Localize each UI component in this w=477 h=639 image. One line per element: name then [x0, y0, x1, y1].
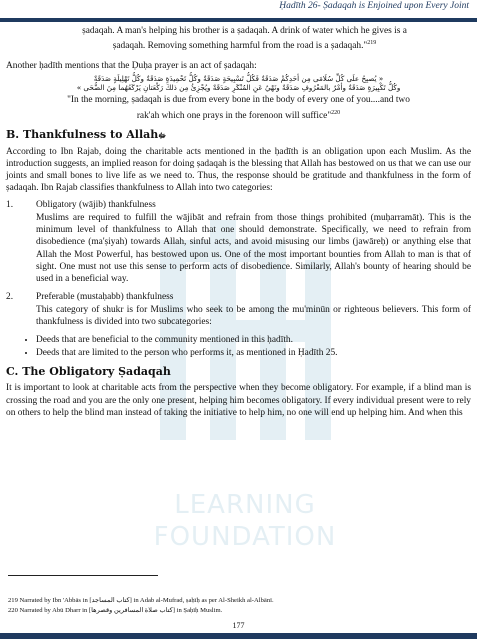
arabic-line-2: وكُلُّ تَكْبِيرَةٍ صَدَقَةٌ وأمْرٌ بالمَعْرُوفِ صَدَقَةٌ ونَهْيٌ عَنِ المُنْكَرِ صَدَقَةٌ ويُجْزِئُ مِن ذلكَ رَكْعَتانِ يَرْكَعُهُما مِنَ الضُّحَى » — [76, 83, 401, 93]
honorific-icon: ﷻ — [158, 130, 167, 140]
footnote-219: 219 Narrated by Ibn 'Abbās in [كتاب المساجد] in Adab al-Mufrad, ṣaḥīḥ as per Al-Sheikh al-Albānī. — [8, 597, 274, 604]
bullet-item: • Deeds that are limited to the person who performs it, as mentioned in Ḥadīth 25. — [36, 347, 471, 359]
footnote-ref-219[interactable]: 219 — [367, 40, 377, 47]
hadith-translation-quote — [6, 94, 471, 121]
page-header — [0, 0, 477, 22]
list-item-body: Muslims are required to fulfill the wājibāt and refrain from those things prohibited (muḥarramāt). This is the minimum level of thankfulness to Allah that one should demonstrate. Specifically, we need to refrain from disobedience (ma'ṣiyah) towards Allah, sinful acts, and avoid misusing our limbs (jawāreḥ) or anything else that Allah the Most Powerful, has bestowed upon us. One of the most important bounties from Allah to man is that of sight. One must not use this sense to perform acts of disobedience. Similarly, Allah's bounty of hearing should be used in a beneficial way. — [36, 213, 471, 284]
list-item-title: Preferable (mustaḥabb) thankfulness — [36, 291, 174, 302]
list-number: 2. — [6, 291, 14, 302]
bullet-item: • Deeds that are beneficial to the community mentioned in this ḥadīth. — [36, 334, 471, 346]
arabic-hadith-text — [6, 74, 471, 92]
section-b-paragraph: According to Ibn Rajab, doing the charitable acts mentioned in the ḥadīth is an obligation upon each Muslim. As the introduction suggests, an implied reason for doing ṣadaqah is the blessing that Allah has bestowed on us that we can use our joints and small bones to live life as we need to. Thus, the response should be gratitude and thankfulness in the form of ṣadaqah. Ibn Rajab classifies thankfulness to Allah into two categories: — [6, 146, 472, 194]
quote-line-2: rak'ah which one prays in the forenoon will suffice" — [136, 110, 332, 121]
page-number: 177 — [232, 621, 245, 630]
header-title: Ḥadīth 26- Ṣadaqah is Enjoined upon Every Joint — [279, 1, 469, 11]
list-number: 1. — [6, 200, 14, 211]
arabic-line-1: « يُصبِحُ علَى كُلِّ سُلَامَى مِن أحَدِكُمْ صَدَقَةٌ فَكُلُّ تَسْبِيحَةٍ صَدَقَةٌ وكُلُّ تَحْمِيدَةٍ صَدَقَةٌ وكُلُّ تَهْلِيلَةٍ صَدَقَةٌ — [93, 74, 384, 84]
page-content — [6, 25, 471, 424]
section-c-paragraph: It is important to look at charitable acts from the perspective when they become obligatory. For example, if a blind man is crossing the road and you are the only one present, helping him becomes obligatory. If every individual present were to rely on others to help the blind man instead of taking the initiative to help him, no one will end up helping him. And when this — [6, 383, 471, 418]
section-c-heading: C. The Obligatory Ṣadaqah — [6, 365, 171, 379]
footnote-220: 220 Narrated by Abū Dharr in [كتاب صلاة المسافرين وقصرها] in Ṣaḥīḥ Muslim. — [8, 606, 223, 614]
footnote-ref-220[interactable]: 220 — [331, 109, 341, 116]
intro-line-1: ṣadaqah. A man's helping his brother is a ṣadaqah. A drink of water which he gives is a — [82, 26, 407, 36]
list-item — [6, 199, 471, 285]
list-item-title: Obligatory (wājib) thankfulness — [36, 200, 156, 211]
section-b-heading: B. Thankfulness to Allahﷻ — [6, 127, 167, 141]
quote-line-1: "In the morning, ṣadaqah is due from every bone in the body of every one of you....and two — [67, 95, 410, 106]
intro-paragraph — [6, 25, 471, 52]
list-item — [6, 291, 471, 328]
watermark-line-1: LEARNING — [174, 490, 316, 520]
footer-bar — [0, 633, 477, 639]
watermark-line-2: FOUNDATION — [153, 522, 337, 552]
list-item-body: This category of shukr is for Muslims who seek to be among the mu'minūn or righteous believers. This form of thankfulness is divided into two subcategories: — [36, 304, 471, 328]
footnote-divider — [8, 575, 158, 576]
intro-line-2: ṣadaqah. Removing something harmful from the road is a ṣadaqah." — [112, 41, 368, 52]
another-hadith-line: Another ḥadīth mentions that the Ḍuḥa prayer is an act of ṣadaqah: — [6, 61, 257, 72]
footnotes — [8, 596, 469, 615]
subcategory-list — [6, 334, 471, 359]
